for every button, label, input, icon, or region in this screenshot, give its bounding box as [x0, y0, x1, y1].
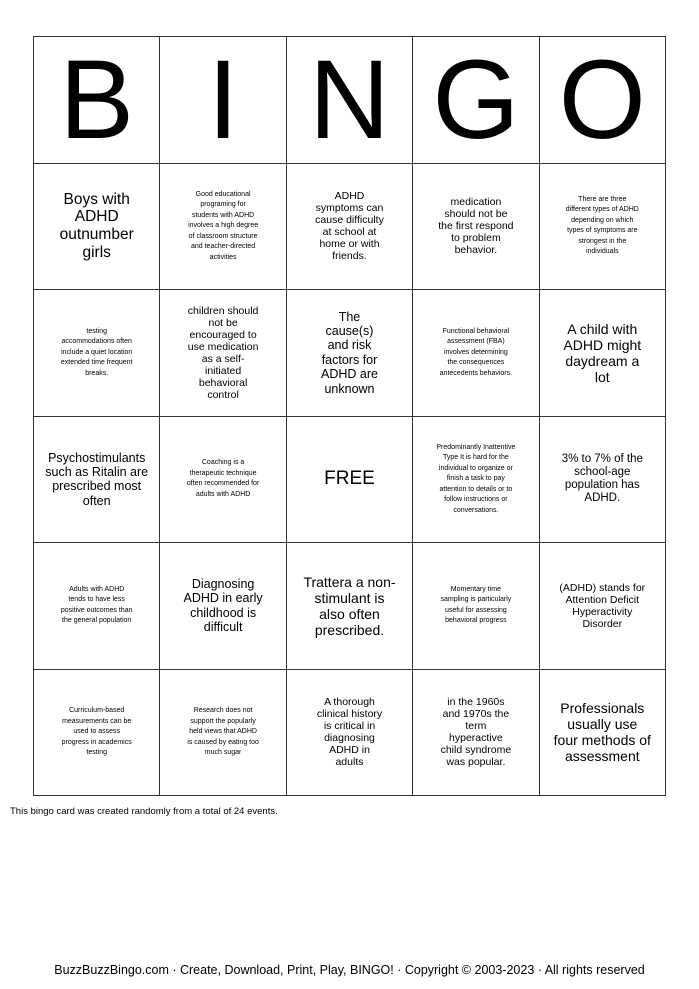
header-g: G: [413, 37, 539, 164]
bingo-card: [33, 36, 666, 796]
bingo-cell-r4-c1: Adults with ADHD tends to have less positive outcomes than the general population: [34, 543, 160, 670]
header-o: O: [540, 37, 666, 164]
bingo-cell-r2-c4: Functional behavioral assessment (FBA) involves determining the consequences antecedents behaviors.: [413, 290, 539, 417]
bingo-cell-r2-c5: A child with ADHD might daydream a lot: [540, 290, 666, 417]
bingo-cell-r3-c5: 3% to 7% of the school-age population has ADHD.: [540, 417, 666, 544]
bingo-cell-r3-c1: Psychostimulants such as Ritalin are prescribed most often: [34, 417, 160, 544]
bingo-cell-r5-c3: A thorough clinical history is critical in diagnosing ADHD in adults: [287, 670, 413, 797]
bingo-cell-r3-c4: Predominantly Inattentive Type It is hard for the individual to organize or finish a task to pay attention to details or to follow instructions or conversations.: [413, 417, 539, 544]
free-space: FREE: [287, 417, 413, 544]
bingo-cell-r2-c2: children should not be encouraged to use medication as a self-initiated behavioral control: [160, 290, 286, 417]
header-b: B: [34, 37, 160, 164]
header-i: I: [160, 37, 286, 164]
bingo-cell-r5-c4: in the 1960s and 1970s the term hyperactive child syndrome was popular.: [413, 670, 539, 797]
bingo-cell-r5-c2: Research does not support the popularly held views that ADHD is caused by eating too much sugar: [160, 670, 286, 797]
bingo-cell-r5-c1: Curriculum-based measurements can be used to assess progress in academics testing: [34, 670, 160, 797]
bingo-cell-r3-c2: Coaching is a therapeutic technique often recommended for adults with ADHD: [160, 417, 286, 544]
card-note: This bingo card was created randomly from a total of 24 events.: [10, 806, 278, 817]
bingo-cell-r1-c1: Boys with ADHD outnumber girls: [34, 164, 160, 291]
header-n: N: [287, 37, 413, 164]
bingo-cell-r5-c5: Professionals usually use four methods of assessment: [540, 670, 666, 797]
bingo-cell-r2-c3: The cause(s) and risk factors for ADHD are unknown: [287, 290, 413, 417]
bingo-cell-r4-c4: Momentary time sampling is particularly useful for assessing behavioral progress: [413, 543, 539, 670]
bingo-cell-r4-c2: Diagnosing ADHD in early childhood is difficult: [160, 543, 286, 670]
page-footer: BuzzBuzzBingo.com · Create, Download, Print, Play, BINGO! · Copyright © 2003-2023 · All rights reserved: [54, 963, 645, 977]
bingo-cell-r4-c3: Trattera a non-stimulant is also often prescribed.: [287, 543, 413, 670]
bingo-cell-r2-c1: testing accommodations often include a quiet location extended time frequent breaks.: [34, 290, 160, 417]
bingo-cell-r1-c4: medication should not be the first respond to problem behavior.: [413, 164, 539, 291]
bingo-cell-r1-c5: There are three different types of ADHD depending on which types of symptoms are strongest in the individuals: [540, 164, 666, 291]
bingo-cell-r4-c5: (ADHD) stands for Attention Deficit Hyperactivity Disorder: [540, 543, 666, 670]
bingo-cell-r1-c3: ADHD symptoms can cause difficulty at school at home or with friends.: [287, 164, 413, 291]
bingo-cell-r1-c2: Good educational programing for students with ADHD involves a high degree of classroom structure and teacher-directed activities: [160, 164, 286, 291]
